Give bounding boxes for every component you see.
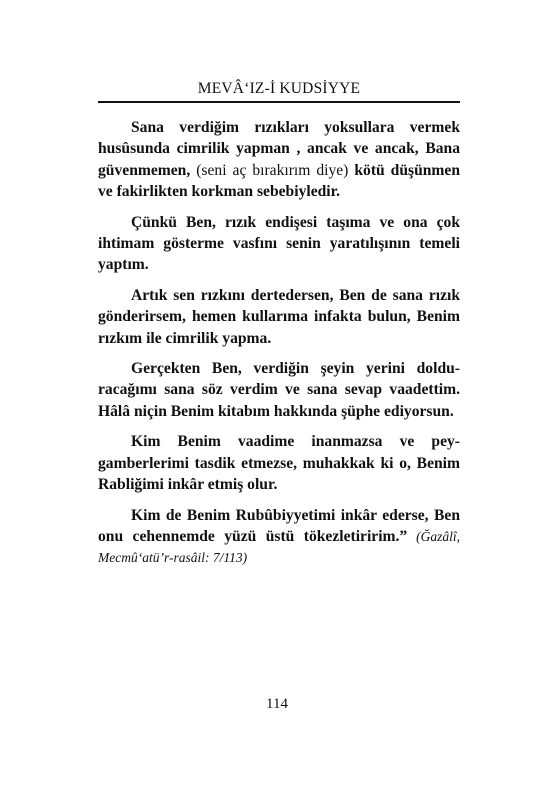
paragraph-6 <box>98 505 460 569</box>
paragraph-1-aside: (seni aç bırakırım diye) <box>190 161 355 179</box>
paragraph-1-text-a: Sana verdiğim rızıkları yoksullara vermek husûsunda cimrilik yapman , ancak ve ancak, Bana güvenmemen, <box>98 119 460 179</box>
paragraph-1-text-c: kötü düşünmen ve fakirlikten korkman sebebiyledir. <box>98 161 461 201</box>
citation: (Ğazâlî, Mecmû‘atü’r-rasâil: 7/113) <box>98 528 460 566</box>
paragraph-4: Gerçekten Ben, verdiğin şeyin yerini dolduracağımı sana söz verdim ve sana sevap vaadettim. Hâlâ niçin Benim kitabım hakkında şüphe ediyorsun. <box>98 360 460 420</box>
paragraph-2: Çünkü Ben, rızık endişesi taşıma ve ona çok ihtimam gösterme vasfını senin yaratılışının temeli yaptım. <box>98 213 460 274</box>
paragraph-1 <box>98 117 460 203</box>
paragraph-3: Artık sen rızkını dertedersen, Ben de sana rızık gönderirsem, hemen kullarıma infakta bulun, Benim rızkım ile cimrilik yapma. <box>98 286 460 347</box>
paragraph-6-text: Kim de Benim Rubûbiyyetimi inkâr ederse, Ben onu cehennemde yüzü üstü tökezletiririm.” <box>98 506 460 545</box>
paragraph-5: Kim Benim vaadime inanmazsa ve peygamberlerimi tasdik etmezse, muhakkak ki o, Benim Rabliğimi inkâr etmiş olur. <box>98 433 460 494</box>
header-rule <box>98 101 460 103</box>
page-body <box>98 117 460 578</box>
running-header: MEVÂ‘IZ-İ KUDSİYYE <box>197 80 361 97</box>
page-number: 114 <box>266 696 288 712</box>
